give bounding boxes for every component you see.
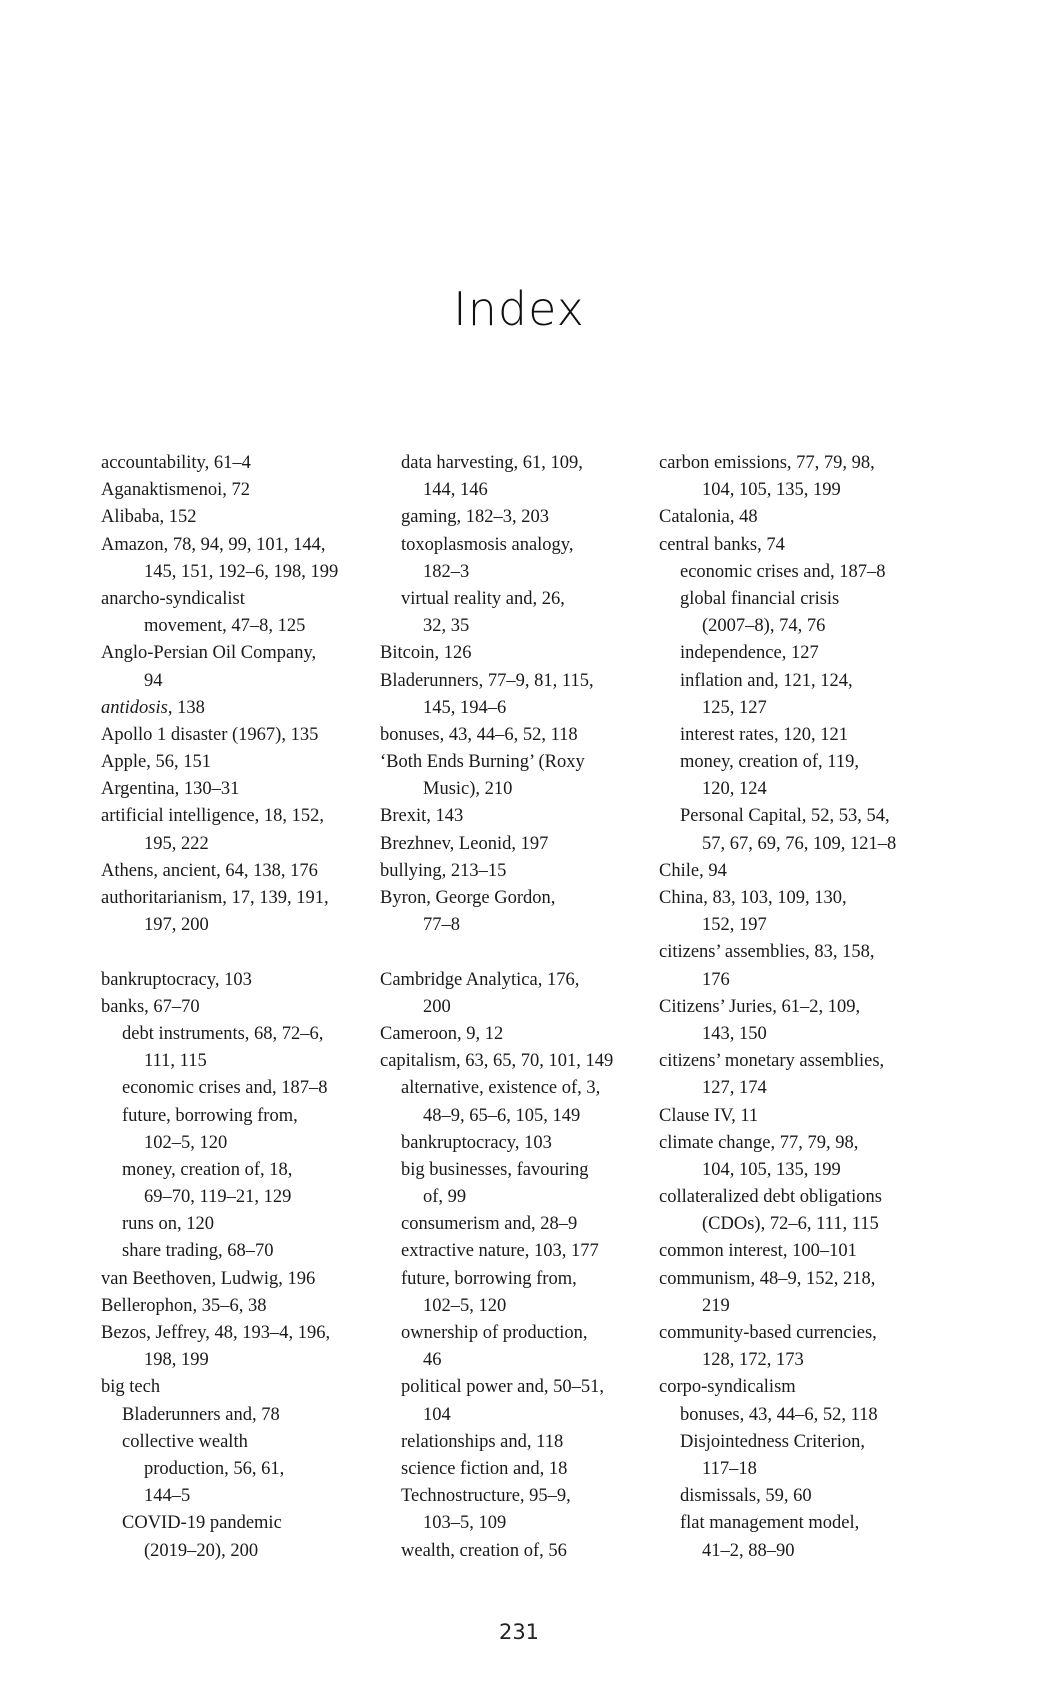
index-entry-text: collateralized debt obligations bbox=[659, 1187, 882, 1208]
index-entry-text: 145, 194–6 bbox=[423, 697, 507, 718]
index-subentry bbox=[101, 1103, 371, 1130]
index-entry-text: toxoplasmosis analogy, bbox=[401, 534, 574, 555]
index-entry-text: Citizens’ Juries, 61–2, 109, bbox=[659, 996, 861, 1017]
index-entry-text: bonuses, 43, 44–6, 52, 118 bbox=[380, 724, 578, 745]
index-entry-text: banks, 67–70 bbox=[101, 996, 200, 1017]
index-entry-text: Personal Capital, 52, 53, 54, bbox=[680, 806, 890, 827]
index-subentry bbox=[659, 722, 939, 749]
index-entry-continuation bbox=[380, 776, 650, 803]
index-subentry bbox=[659, 640, 939, 667]
section-gap bbox=[101, 939, 371, 966]
index-entry bbox=[380, 1048, 650, 1075]
index-entry-text: money, creation of, 18, bbox=[122, 1159, 293, 1180]
index-entry-continuation bbox=[380, 1293, 650, 1320]
index-entry-text: 104, 105, 135, 199 bbox=[702, 1159, 841, 1180]
index-entry-text: flat management model, bbox=[680, 1513, 860, 1534]
index-entry-text: big tech bbox=[101, 1377, 161, 1398]
index-entry-text: 103–5, 109 bbox=[423, 1513, 507, 1534]
index-subentry bbox=[380, 1157, 650, 1184]
index-entry-text: runs on, 120 bbox=[122, 1214, 214, 1235]
index-entry bbox=[101, 477, 371, 504]
index-entry-text: money, creation of, 119, bbox=[680, 752, 859, 773]
index-entry-continuation bbox=[380, 1184, 650, 1211]
index-entry-text: COVID-19 pandemic bbox=[122, 1513, 282, 1534]
index-entry-text: bankruptocracy, 103 bbox=[101, 969, 252, 990]
index-subentry bbox=[659, 1429, 939, 1456]
index-entry-text: independence, 127 bbox=[680, 643, 819, 664]
index-entry-text: 143, 150 bbox=[702, 1023, 767, 1044]
index-entry-text: extractive nature, 103, 177 bbox=[401, 1241, 599, 1262]
section-gap bbox=[380, 939, 650, 966]
index-entry-text: Technostructure, 95–9, bbox=[401, 1486, 571, 1507]
index-entry bbox=[101, 749, 371, 776]
index-entry-continuation bbox=[101, 831, 371, 858]
index-subentry bbox=[659, 586, 939, 613]
index-entry bbox=[101, 994, 371, 1021]
index-entry-text: carbon emissions, 77, 79, 98, bbox=[659, 453, 875, 473]
index-entry-text: political power and, 50–51, bbox=[401, 1377, 604, 1398]
index-entry-text: 144–5 bbox=[144, 1486, 191, 1507]
index-subentry bbox=[659, 803, 939, 830]
index-subentry bbox=[380, 1238, 650, 1265]
index-entry-text: China, 83, 103, 109, 130, bbox=[659, 888, 847, 908]
index-entry-text: Alibaba, 152 bbox=[101, 507, 197, 528]
index-subentry bbox=[101, 1021, 371, 1048]
index-entry-text: future, borrowing from, bbox=[401, 1268, 577, 1289]
index-entry bbox=[101, 803, 371, 830]
index-entry-text: 57, 67, 69, 76, 109, 121–8 bbox=[702, 833, 897, 854]
index-subentry bbox=[659, 1402, 939, 1429]
index-entry bbox=[659, 1238, 939, 1265]
index-entry-text: science fiction and, 18 bbox=[401, 1458, 568, 1479]
index-entry-continuation bbox=[101, 1456, 371, 1483]
index-entry-continuation bbox=[380, 1103, 650, 1130]
index-entry-text: virtual reality and, 26, bbox=[401, 588, 565, 609]
index-entry-text: Music), 210 bbox=[423, 779, 513, 800]
index-entry-text: Cameroon, 9, 12 bbox=[380, 1023, 504, 1044]
index-entry-continuation bbox=[101, 1130, 371, 1157]
index-entry bbox=[380, 831, 650, 858]
index-entry-text: 152, 197 bbox=[702, 915, 767, 936]
index-entry bbox=[659, 885, 939, 912]
page-number: 231 bbox=[498, 1620, 540, 1644]
index-entry bbox=[659, 1130, 939, 1157]
index-entry-text: Cambridge Analytica, 176, bbox=[380, 969, 580, 990]
index-entry-text: 48–9, 65–6, 105, 149 bbox=[423, 1105, 581, 1126]
index-entry bbox=[659, 1320, 939, 1347]
index-entry bbox=[659, 1266, 939, 1293]
index-entry-text: 198, 199 bbox=[144, 1350, 209, 1371]
index-entry-continuation bbox=[380, 695, 650, 722]
index-entry-continuation bbox=[101, 559, 371, 586]
index-entry-text: citizens’ assemblies, 83, 158, bbox=[659, 942, 875, 963]
index-entry-text: Disjointedness Criterion, bbox=[680, 1431, 865, 1452]
index-entry-continuation bbox=[101, 1048, 371, 1075]
index-subentry bbox=[380, 1320, 650, 1347]
index-entry-continuation bbox=[380, 912, 650, 939]
index-entry-continuation bbox=[101, 613, 371, 640]
index-entry-text: (CDOs), 72–6, 111, 115 bbox=[702, 1214, 879, 1235]
index-entry-text: 102–5, 120 bbox=[423, 1295, 507, 1316]
index-entry-text: 46 bbox=[423, 1350, 442, 1371]
index-entry-text: (2019–20), 200 bbox=[144, 1540, 259, 1561]
index-entry-continuation bbox=[101, 1538, 371, 1565]
index-entry-text: 77–8 bbox=[423, 915, 460, 936]
index-entry bbox=[380, 967, 650, 994]
index-entry bbox=[101, 776, 371, 803]
index-entry-text: Bezos, Jeffrey, 48, 193–4, 196, bbox=[101, 1323, 331, 1343]
index-entry-text: antidosis bbox=[101, 697, 168, 718]
index-entry-text: 127, 174 bbox=[702, 1078, 767, 1099]
index-entry-text: gaming, 182–3, 203 bbox=[401, 507, 549, 528]
index-entry bbox=[101, 450, 371, 477]
index-entry-text: 144, 146 bbox=[423, 480, 488, 501]
index-subentry bbox=[659, 749, 939, 776]
index-entry-text: economic crises and, 187–8 bbox=[122, 1078, 328, 1099]
index-entry-continuation bbox=[659, 776, 939, 803]
index-column-3 bbox=[659, 450, 939, 1565]
index-entry-continuation bbox=[101, 1483, 371, 1510]
index-entry bbox=[380, 722, 650, 749]
index-column-1 bbox=[101, 450, 371, 1565]
index-entry bbox=[101, 885, 371, 912]
index-entry-text: 197, 200 bbox=[144, 915, 209, 936]
index-entry-text: Bellerophon, 35–6, 38 bbox=[101, 1295, 267, 1316]
index-entry-text: accountability, 61–4 bbox=[101, 453, 251, 473]
index-entry-continuation bbox=[380, 994, 650, 1021]
index-entry-text: 102–5, 120 bbox=[144, 1132, 228, 1153]
index-subentry bbox=[101, 1075, 371, 1102]
index-entry-text: van Beethoven, Ludwig, 196 bbox=[101, 1268, 316, 1289]
index-subentry bbox=[380, 1456, 650, 1483]
index-entry-text: share trading, 68–70 bbox=[122, 1241, 274, 1262]
index-subentry bbox=[380, 1211, 650, 1238]
index-entry bbox=[659, 1048, 939, 1075]
index-entry-continuation bbox=[659, 1456, 939, 1483]
index-entry-text: of, 99 bbox=[423, 1187, 467, 1208]
index-subentry bbox=[101, 1157, 371, 1184]
index-entry-text: Chile, 94 bbox=[659, 860, 727, 881]
index-subentry bbox=[380, 1130, 650, 1157]
index-entry-text: relationships and, 118 bbox=[401, 1431, 564, 1452]
index-subentry bbox=[101, 1402, 371, 1429]
index-entry-text: Brexit, 143 bbox=[380, 806, 464, 827]
index-entry-continuation bbox=[659, 967, 939, 994]
index-entry-continuation bbox=[659, 1157, 939, 1184]
index-subentry bbox=[101, 1429, 371, 1456]
index-entry-text: collective wealth bbox=[122, 1431, 248, 1452]
index-entry-continuation bbox=[380, 1402, 650, 1429]
index-entry bbox=[101, 532, 371, 559]
index-entry-text: 41–2, 88–90 bbox=[702, 1540, 795, 1561]
index-entry-text: (2007–8), 74, 76 bbox=[702, 616, 826, 637]
index-subentry bbox=[380, 532, 650, 559]
index-entry-text: anarcho-syndicalist bbox=[101, 588, 245, 609]
index-entry bbox=[101, 1374, 371, 1401]
index-entry bbox=[659, 1184, 939, 1211]
index-entry-text: Argentina, 130–31 bbox=[101, 779, 240, 800]
index-entry-continuation bbox=[380, 1510, 650, 1537]
index-entry bbox=[659, 939, 939, 966]
index-entry-text: Athens, ancient, 64, 138, 176 bbox=[101, 860, 318, 881]
index-entry bbox=[659, 858, 939, 885]
index-subentry bbox=[380, 1429, 650, 1456]
index-entry-continuation bbox=[659, 1211, 939, 1238]
index-entry-continuation bbox=[659, 1538, 939, 1565]
index-entry-continuation bbox=[101, 1347, 371, 1374]
index-subentry bbox=[380, 1483, 650, 1510]
index-subentry bbox=[659, 1483, 939, 1510]
index-entry-text: citizens’ monetary assemblies, bbox=[659, 1051, 885, 1072]
index-entry bbox=[380, 1021, 650, 1048]
index-entry-text: 200 bbox=[423, 996, 451, 1017]
index-subentry bbox=[659, 668, 939, 695]
index-entry-text: Apollo 1 disaster (1967), 135 bbox=[101, 724, 319, 745]
index-entry bbox=[659, 1374, 939, 1401]
index-entry-text: communism, 48–9, 152, 218, bbox=[659, 1268, 876, 1289]
index-entry-text: bullying, 213–15 bbox=[380, 860, 507, 881]
index-entry-text: 69–70, 119–21, 129 bbox=[144, 1187, 292, 1208]
index-entry-continuation bbox=[659, 695, 939, 722]
index-entry-text: 94 bbox=[144, 670, 163, 691]
index-entry bbox=[101, 586, 371, 613]
index-entry-text: climate change, 77, 79, 98, bbox=[659, 1132, 859, 1153]
index-entry-continuation bbox=[380, 559, 650, 586]
index-subentry bbox=[659, 559, 939, 586]
index-entry-text: 195, 222 bbox=[144, 833, 209, 854]
index-entry-text: 182–3 bbox=[423, 561, 470, 582]
index-entry-continuation bbox=[659, 912, 939, 939]
index-entry bbox=[380, 885, 650, 912]
index-entry-text: dismissals, 59, 60 bbox=[680, 1486, 812, 1507]
index-entry-text: 117–18 bbox=[702, 1458, 757, 1479]
index-entry-text: production, 56, 61, bbox=[144, 1458, 285, 1479]
index-subentry bbox=[380, 1266, 650, 1293]
index-entry-text: interest rates, 120, 121 bbox=[680, 724, 848, 745]
index-entry-text: future, borrowing from, bbox=[122, 1105, 298, 1126]
index-page-refs: , 138 bbox=[167, 697, 205, 718]
index-entry-text: 104 bbox=[423, 1404, 451, 1425]
index-entry bbox=[101, 858, 371, 885]
index-entry-text: Bitcoin, 126 bbox=[380, 643, 472, 664]
index-entry bbox=[380, 858, 650, 885]
index-entry-text: Apple, 56, 151 bbox=[101, 752, 211, 773]
index-entry-text: bonuses, 43, 44–6, 52, 118 bbox=[680, 1404, 878, 1425]
index-entry-continuation bbox=[101, 1184, 371, 1211]
index-subentry bbox=[380, 1538, 650, 1565]
index-subentry bbox=[380, 586, 650, 613]
index-entry bbox=[380, 803, 650, 830]
index-subentry bbox=[659, 1510, 939, 1537]
index-entry-text: Catalonia, 48 bbox=[659, 507, 758, 528]
index-entry-continuation bbox=[659, 1347, 939, 1374]
index-subentry bbox=[380, 1075, 650, 1102]
index-entry-text: data harvesting, 61, 109, bbox=[401, 453, 583, 473]
index-entry-text: big businesses, favouring bbox=[401, 1159, 589, 1180]
index-entry-continuation bbox=[101, 668, 371, 695]
index-entry-text: Bladerunners and, 78 bbox=[122, 1404, 280, 1425]
index-entry-text: 120, 124 bbox=[702, 779, 767, 800]
index-entry-continuation bbox=[659, 1075, 939, 1102]
index-entry bbox=[101, 1293, 371, 1320]
index-entry-text: Byron, George Gordon, bbox=[380, 888, 556, 908]
index-entry bbox=[659, 532, 939, 559]
index-entry-continuation bbox=[659, 477, 939, 504]
index-entry-text: alternative, existence of, 3, bbox=[401, 1078, 601, 1099]
index-entry-text: 104, 105, 135, 199 bbox=[702, 480, 841, 501]
index-entry-text: inflation and, 121, 124, bbox=[680, 670, 853, 691]
index-subentry bbox=[380, 450, 650, 477]
index-entry bbox=[101, 640, 371, 667]
index-entry-text: artificial intelligence, 18, 152, bbox=[101, 806, 324, 827]
index-entry-continuation bbox=[380, 613, 650, 640]
index-entry-text: Brezhnev, Leonid, 197 bbox=[380, 833, 549, 854]
index-entry bbox=[101, 967, 371, 994]
index-entry-text: 176 bbox=[702, 969, 730, 990]
index-entry-text: global financial crisis bbox=[680, 588, 840, 609]
index-entry bbox=[101, 1320, 371, 1347]
index-subentry bbox=[380, 504, 650, 531]
index-entry-text: authoritarianism, 17, 139, 191, bbox=[101, 888, 329, 908]
index-entry bbox=[659, 994, 939, 1021]
index-entry-text: consumerism and, 28–9 bbox=[401, 1214, 578, 1235]
index-entry-text: movement, 47–8, 125 bbox=[144, 616, 306, 637]
index-entry-text: 145, 151, 192–6, 198, 199 bbox=[144, 561, 339, 582]
index-entry-text: debt instruments, 68, 72–6, bbox=[122, 1023, 324, 1044]
index-entry-text: 125, 127 bbox=[702, 697, 767, 718]
index-entry bbox=[659, 1103, 939, 1130]
index-entry bbox=[101, 722, 371, 749]
index-entry-text: 219 bbox=[702, 1295, 730, 1316]
index-entry-continuation bbox=[659, 831, 939, 858]
index-entry-continuation bbox=[101, 912, 371, 939]
index-entry bbox=[101, 504, 371, 531]
index-entry bbox=[659, 450, 939, 477]
index-entry-continuation bbox=[380, 477, 650, 504]
index-entry bbox=[101, 1266, 371, 1293]
index-column-2 bbox=[380, 450, 650, 1565]
index-entry-continuation bbox=[659, 613, 939, 640]
index-subentry bbox=[101, 1510, 371, 1537]
index-entry-text: bankruptocracy, 103 bbox=[401, 1132, 552, 1153]
index-entry bbox=[101, 695, 371, 722]
index-entry-text: common interest, 100–101 bbox=[659, 1241, 857, 1262]
index-entry-continuation bbox=[659, 1021, 939, 1048]
index-entry-text: ‘Both Ends Burning’ (Roxy bbox=[380, 752, 585, 773]
index-entry-text: 111, 115 bbox=[144, 1051, 207, 1072]
index-entry-text: 128, 172, 173 bbox=[702, 1350, 804, 1371]
index-entry-text: Aganaktismenoi, 72 bbox=[101, 480, 251, 501]
index-entry-continuation bbox=[659, 1293, 939, 1320]
index-entry-continuation bbox=[380, 1347, 650, 1374]
index-entry-text: capitalism, 63, 65, 70, 101, 149 bbox=[380, 1051, 614, 1072]
index-entry bbox=[659, 504, 939, 531]
index-entry-text: corpo-syndicalism bbox=[659, 1377, 796, 1398]
index-entry-text: community-based currencies, bbox=[659, 1323, 877, 1343]
index-entry bbox=[380, 749, 650, 776]
index-entry-text: economic crises and, 187–8 bbox=[680, 561, 886, 582]
index-subentry bbox=[101, 1238, 371, 1265]
index-entry bbox=[380, 668, 650, 695]
index-subentry bbox=[101, 1211, 371, 1238]
page-title: Index bbox=[453, 282, 585, 336]
index-entry-text: Anglo-Persian Oil Company, bbox=[101, 643, 317, 664]
index-entry bbox=[380, 640, 650, 667]
index-entry-text: Amazon, 78, 94, 99, 101, 144, bbox=[101, 534, 326, 555]
index-entry-text: 32, 35 bbox=[423, 616, 470, 637]
index-entry-text: wealth, creation of, 56 bbox=[401, 1540, 567, 1561]
index-entry-text: Bladerunners, 77–9, 81, 115, bbox=[380, 670, 594, 691]
index-entry-text: ownership of production, bbox=[401, 1323, 588, 1343]
index-subentry bbox=[380, 1374, 650, 1401]
index-entry-text: central banks, 74 bbox=[659, 534, 785, 555]
index-entry-text: Clause IV, 11 bbox=[659, 1105, 759, 1126]
